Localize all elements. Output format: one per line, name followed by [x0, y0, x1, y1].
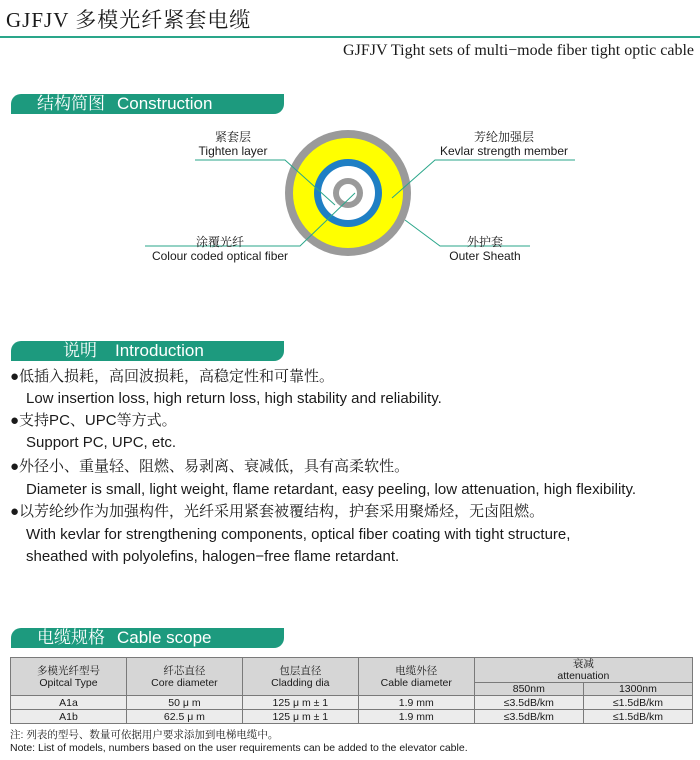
table-cell: 1.9 mm — [358, 696, 474, 710]
table-cell: A1b — [11, 710, 127, 724]
col-header-cladding — [242, 658, 358, 696]
table-cell: A1a — [11, 696, 127, 710]
col-header-attenuation-cn: 衰减 — [572, 658, 594, 670]
intro-item-4-en-line1: With kevlar for strengthening components, optical fiber coating with tight structure, — [26, 526, 571, 543]
intro-item-2-en: Support PC, UPC, etc. — [26, 434, 177, 451]
intro-item-4-en-line2: sheathed with polyolefins, halogen−free flame retardant. — [26, 548, 400, 565]
cable-cross-section-diagram — [0, 120, 700, 280]
intro-item-2-cn: ●支持PC、UPC等方式。 — [10, 412, 177, 429]
col-header-cable-dia-cn: 电缆外径 — [395, 664, 438, 677]
intro-item-3-en: Diameter is small, light weight, flame retardant, easy peeling, low attenuation, high flexibility. — [26, 481, 637, 498]
title-divider — [0, 36, 700, 38]
page-title: GJFJV 多模光纤紧套电缆 — [6, 8, 252, 32]
table-cell: 125 μ m ± 1 — [242, 710, 358, 724]
label-kevlar-en: Kevlar strength member — [439, 144, 569, 158]
label-outer-sheath-cn: 外护套 — [466, 235, 503, 249]
page-subtitle: GJFJV Tight sets of multi−mode fiber tight optic cable — [343, 42, 694, 59]
table-row — [11, 710, 693, 724]
table-header-row — [11, 658, 693, 683]
label-tighten-layer-en: Tighten layer — [198, 144, 268, 158]
label-kevlar-cn: 芳纶加强层 — [473, 130, 534, 144]
introduction-section-header — [11, 341, 284, 361]
table-cell: 1.9 mm — [358, 710, 474, 724]
cable-scope-heading-en: Cable scope — [117, 628, 212, 647]
col-header-1300nm: 1300nm — [583, 683, 692, 696]
intro-item-3-cn: ●外径小、重量轻、阻燃、易剥离、衰减低，具有高柔软性。 — [10, 458, 410, 475]
construction-heading-en: Construction — [117, 94, 213, 113]
col-header-850nm: 850nm — [474, 683, 583, 696]
table-note-en: Note: List of models, numbers based on the user requirements can be added to the elevator cable. — [10, 742, 468, 754]
col-header-cable-dia-en: Cable diameter — [380, 676, 452, 689]
cable-spec-table — [10, 657, 693, 724]
leader-kevlar — [392, 160, 575, 198]
col-header-cable-dia — [358, 658, 474, 696]
table-cell: 62.5 μ m — [126, 710, 242, 724]
table-note-cn: 注: 列表的型号、数量可依据用户要求添加到电梯电缆中。 — [10, 729, 279, 741]
col-header-type-en: Opitcal Type — [39, 676, 98, 689]
table-cell: ≤1.5dB/km — [583, 710, 692, 724]
table-row — [11, 696, 693, 710]
col-header-core-en: Core diameter — [151, 676, 218, 689]
introduction-heading-cn: 说明 — [63, 341, 97, 360]
label-coated-fiber-cn: 涂覆光纤 — [195, 235, 244, 249]
cable-scope-heading-cn: 电缆规格 — [37, 628, 105, 647]
table-cell: 125 μ m ± 1 — [242, 696, 358, 710]
table-cell: ≤3.5dB/km — [474, 696, 583, 710]
cable-scope-section-header — [11, 628, 284, 648]
col-header-attenuation — [474, 658, 692, 683]
table-cell: 50 μ m — [126, 696, 242, 710]
intro-item-1-cn: ●低插入损耗，高回波损耗，高稳定性和可靠性。 — [10, 368, 335, 385]
col-header-cladding-en: Cladding dia — [271, 676, 330, 689]
construction-heading-cn: 结构简图 — [37, 94, 105, 113]
col-header-attenuation-en: attenuation — [557, 670, 610, 682]
intro-item-4-cn: ●以芳纶纱作为加强构件，光纤采用紧套被覆结构，护套采用聚烯烃，无卤阻燃。 — [10, 503, 545, 520]
col-header-type-cn: 多模光纤型号 — [36, 664, 100, 677]
col-header-type — [11, 658, 127, 696]
table-cell: ≤1.5dB/km — [583, 696, 692, 710]
label-coated-fiber-en: Colour coded optical fiber — [151, 249, 289, 263]
table-cell: ≤3.5dB/km — [474, 710, 583, 724]
table-note — [10, 729, 468, 755]
col-header-core-cn: 纤芯直径 — [163, 664, 206, 677]
col-header-core — [126, 658, 242, 696]
intro-item-1-en: Low insertion loss, high return loss, high stability and reliability. — [26, 390, 442, 407]
introduction-heading-en: Introduction — [115, 341, 204, 360]
label-outer-sheath-en: Outer Sheath — [449, 249, 521, 263]
construction-section-header — [11, 94, 284, 114]
label-tighten-layer-cn: 紧套层 — [214, 130, 251, 144]
col-header-cladding-cn: 包层直径 — [279, 664, 322, 677]
